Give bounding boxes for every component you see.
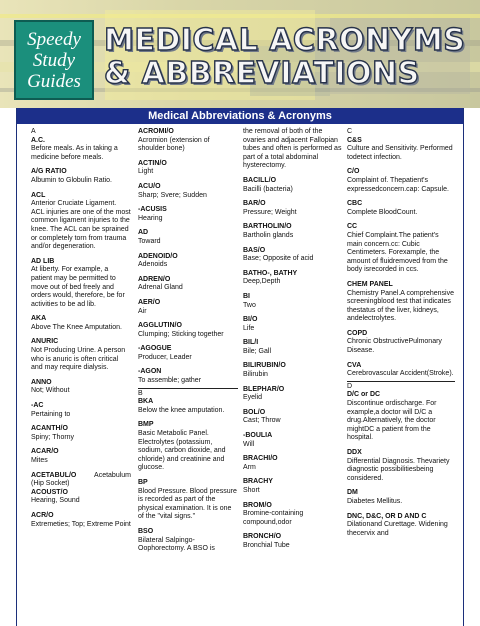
- definition: Arm: [243, 463, 256, 471]
- title-line-2: & ABBREVIATIONS: [104, 56, 420, 91]
- column-3: [243, 128, 343, 551]
- definition: Diabetes Mellitus.: [347, 497, 403, 505]
- definition: Two: [243, 301, 256, 309]
- entry: [31, 168, 131, 185]
- entry: [31, 448, 131, 465]
- abbreviation: BKA: [138, 398, 154, 406]
- abbreviation: BLEPHAR/O: [243, 385, 285, 393]
- definition: Clumping; Sticking together: [138, 330, 224, 338]
- abbreviation: BARTHOLIN/O: [243, 223, 292, 231]
- abbreviation: AD: [138, 229, 149, 237]
- definition: Blood Pressure. Blood pressure is recorded as part of the physical examination. It is one of the "vital signs.": [138, 487, 237, 521]
- definition: Light: [138, 168, 154, 176]
- entry: [347, 168, 455, 194]
- definition: Pressure; Weight: [243, 208, 297, 216]
- definition: Hearing: [138, 214, 163, 222]
- abbreviation: DM: [347, 489, 358, 497]
- abbreviation: DDX: [347, 449, 362, 456]
- header-banner: [0, 0, 480, 108]
- definition: Bilirubin: [243, 371, 268, 379]
- entry: [31, 489, 131, 506]
- entry: [31, 192, 131, 252]
- definition: Bile; Gall: [243, 347, 272, 355]
- abbreviation: ANURIC: [31, 338, 59, 346]
- definition: Bartholin glands: [243, 231, 294, 239]
- definition: Pertaining to: [31, 410, 71, 418]
- abbreviation: CHEM PANEL: [347, 280, 393, 288]
- definition: Extremeties; Top; Extreme Point: [31, 520, 131, 528]
- entry: [347, 513, 455, 539]
- page-title: [104, 24, 465, 90]
- abbreviation: CBC: [347, 200, 363, 208]
- entry: [243, 316, 343, 333]
- abbreviation: ACU/O: [138, 182, 161, 190]
- entry: [138, 253, 238, 270]
- section-letter: A: [31, 128, 36, 135]
- abbreviation: BATHO-, BATHY: [243, 269, 298, 277]
- abbreviation: ACANTH/O: [31, 425, 68, 433]
- entry: [243, 339, 343, 356]
- logo-line: Guides: [27, 70, 81, 92]
- definition: Toward: [138, 237, 161, 245]
- abbreviation: C/O: [347, 168, 360, 176]
- entry: [138, 368, 238, 385]
- definition-continued: the removal of both of the ovaries and adjacent Fallopian tubes and often is performed as part of a total abdominal hysterectomy.: [243, 128, 342, 170]
- definition: Base; Opposite of acid: [243, 255, 314, 263]
- abbreviation: AER/O: [138, 298, 161, 306]
- entry: [243, 247, 343, 264]
- entry: [138, 398, 238, 415]
- entry: [31, 425, 131, 442]
- abbreviation: A.C.: [31, 136, 45, 144]
- entry: [31, 472, 131, 489]
- content-panel: [16, 108, 464, 626]
- abbreviation: ACROMI/O: [138, 128, 174, 135]
- abbreviation: A/G RATIO: [31, 168, 67, 176]
- entry: [243, 432, 343, 449]
- definition: Culture and Sensitivity. Performed todetect infection.: [347, 145, 453, 161]
- abbreviation: CVA: [347, 361, 362, 369]
- entry: [138, 345, 238, 362]
- definition: Hearing, Sound: [31, 497, 80, 505]
- definition: Spiny; Thorny: [31, 433, 75, 441]
- abbreviation: AGGLUTIN/O: [138, 322, 182, 330]
- definition: Bacilli (bacteria): [243, 185, 293, 193]
- definition: Chief Complaint.The patient's main concern.cc: Cubic Centimeters. Forexample, the amount of fluidremoved from the body isrecorded in ccs.: [347, 231, 448, 274]
- abbreviation: AKA: [31, 315, 47, 323]
- definition: Before meals. As in taking a medicine before meals.: [31, 145, 118, 161]
- logo-line: Speedy: [27, 28, 81, 50]
- abbreviation: DNC, D&C, OR D AND C: [347, 512, 427, 520]
- panel-header: Medical Abbreviations & Acronyms: [17, 108, 463, 124]
- entry: [347, 391, 455, 443]
- definition: Mites: [31, 457, 48, 464]
- entry: [347, 200, 455, 217]
- definition: Chronic ObstructivePulmonary Disease.: [347, 338, 442, 355]
- entry: [243, 478, 343, 495]
- definition: Complete BloodCount.: [347, 208, 418, 216]
- abbreviation: ACL: [31, 191, 46, 199]
- abbreviation: AD LIB: [31, 257, 55, 265]
- definition: Differential Diagnosis. Thevariety diagnostic possibilitiesbeing considered.: [347, 457, 450, 482]
- entry: [138, 421, 238, 473]
- definition: Not Producing Urine. A person who is anuric is often critical and may require dialysis.: [31, 347, 126, 372]
- definition: Anterior Cruciate Ligament. ACL injuries are one of the most common ligament injuries to the knee. The ACL can be sprained or completely torn from trauma and/or degeneration.: [31, 200, 131, 251]
- abbreviation: BAR/O: [243, 200, 266, 208]
- definition: Chemistry Panel.A comprehensive screeningblood test that indicates thestatus of the liver, kidneys, andelectrolytes.: [347, 289, 454, 323]
- definition: Not; Without: [31, 387, 70, 395]
- entry: [31, 258, 131, 310]
- abbreviation: BI: [243, 292, 250, 300]
- abbreviation: BILIRUBIN/O: [243, 362, 286, 370]
- section-divider: [347, 381, 455, 382]
- definition: Discontinue ordischarge. For example,a doctor will D/C a drug.Alternatively, the doctor mightDC a patient from the hospital.: [347, 400, 437, 442]
- definition: Life: [243, 324, 255, 332]
- abbreviation: BAS/O: [243, 246, 266, 254]
- entry: [138, 160, 238, 177]
- speedy-study-guides-logo: [14, 20, 94, 100]
- abbreviation: D/C or DC: [347, 391, 381, 399]
- entry: [138, 128, 238, 154]
- abbreviation: BROM/O: [243, 501, 272, 509]
- entry: [347, 362, 455, 379]
- entry: [243, 362, 343, 379]
- logo-line: Study: [32, 49, 76, 71]
- definition: Adrenal Gland: [138, 284, 183, 292]
- entry: [243, 409, 343, 426]
- definition: Short: [243, 487, 260, 494]
- abbreviation: -AGOGUE: [138, 345, 172, 353]
- entry: [243, 200, 343, 217]
- definition: Acromion (extension of shoulder bone): [138, 136, 210, 153]
- abbreviation: BRACHY: [243, 478, 273, 486]
- abbreviation: BRACHI/O: [243, 455, 278, 463]
- entry: [243, 533, 343, 550]
- abbreviation: -AGON: [138, 368, 162, 376]
- entry: [243, 386, 343, 403]
- abbreviation: ACOUST/O: [31, 488, 68, 496]
- entry: [243, 293, 343, 310]
- section-letter: B: [138, 389, 143, 397]
- definition: Cast; Throw: [243, 417, 281, 425]
- entry: [138, 528, 238, 554]
- definition: Adenoids: [138, 261, 168, 269]
- abbreviation: C&S: [347, 136, 362, 144]
- abbreviation: CC: [347, 223, 358, 231]
- abbreviation: BRONCH/O: [243, 533, 282, 541]
- column-2: [138, 128, 238, 554]
- definition: Will: [243, 440, 255, 448]
- entry: [138, 299, 238, 316]
- abbreviation: BACILL/O: [243, 176, 277, 184]
- definition: Air: [138, 307, 147, 315]
- definition: Bronchial Tube: [243, 541, 290, 549]
- entry: [347, 449, 455, 483]
- entry: [243, 502, 343, 528]
- entry: [243, 223, 343, 240]
- abbreviation: -BOULIA: [243, 432, 273, 440]
- entry: [243, 177, 343, 194]
- entry: [243, 455, 343, 472]
- entry: [347, 281, 455, 324]
- abbreviation: ADENOID/O: [138, 252, 178, 260]
- abbreviation: -AC: [31, 402, 44, 410]
- column-1: [31, 128, 131, 529]
- abbreviation: ADREN/O: [138, 275, 171, 283]
- entry: [31, 137, 131, 163]
- abbreviation: BOL/O: [243, 408, 266, 416]
- section-divider: [138, 388, 238, 389]
- definition: Albumin to Globulin Ratio.: [31, 176, 112, 184]
- entry: [347, 330, 455, 356]
- definition: Above The Knee Amputation.: [31, 323, 122, 331]
- entry: [31, 379, 131, 396]
- definition: Producer, Leader: [138, 353, 192, 361]
- abbreviation: ANNO: [31, 378, 52, 386]
- definition: (Hip Socket): [31, 480, 70, 488]
- entry: [138, 229, 238, 246]
- entry: [31, 338, 131, 372]
- definition: Dilationand Curettage. Widening thecervix and: [347, 521, 448, 537]
- entry: [138, 276, 238, 293]
- abbreviation: BSO: [138, 527, 154, 535]
- abbreviation: ACAR/O: [31, 448, 59, 456]
- definition: Below the knee amputation.: [138, 406, 225, 414]
- entry: [243, 270, 343, 287]
- definition: Basic Metabolic Panel. Electrolytes (potassium, sodium, carbon dioxide, and chloride) and creatinine and glucose.: [138, 430, 226, 472]
- abbreviation: ACR/O: [31, 511, 54, 519]
- definition: Bilateral Salpingo-Oophorectomy. A BSO is: [138, 536, 215, 553]
- abbreviation: BIL/I: [243, 339, 259, 347]
- entry: [31, 315, 131, 332]
- definition: Cerebrovascular Accident(Stroke).: [347, 370, 454, 378]
- definition: At liberty. For example, a patient may be permitted to move out of bed freely and orders would, therefore, be for activities to be ad lib.: [31, 266, 125, 308]
- column-4: [347, 128, 455, 538]
- definition: Deep,Depth: [243, 278, 281, 286]
- entry: [347, 223, 455, 275]
- abbreviation: ACTIN/O: [138, 159, 167, 167]
- entry: [347, 489, 455, 506]
- definition: Bromine-containing compound,odor: [243, 510, 304, 526]
- abbreviation: ACETABUL/O: [31, 471, 77, 479]
- entry: [31, 512, 131, 529]
- abbreviation: COPD: [347, 329, 368, 337]
- section-letter: C: [347, 128, 353, 135]
- entry: [31, 402, 131, 419]
- entry: [347, 137, 455, 163]
- abbreviation: BP: [138, 479, 148, 486]
- abbreviation: BMP: [138, 421, 154, 429]
- entry: [138, 322, 238, 339]
- entry: [138, 183, 238, 200]
- entry: [138, 206, 238, 223]
- abbreviation: BI/O: [243, 316, 258, 324]
- definition: Complaint of. Thepatient's expressedconcern.cap: Capsule.: [347, 176, 449, 193]
- definition: To assemble; gather: [138, 377, 202, 385]
- definition: Sharp; Svere; Sudden: [138, 191, 207, 199]
- abbreviation: -ACUSIS: [138, 206, 167, 214]
- definition: Eyelid: [243, 394, 263, 402]
- section-letter: D: [347, 382, 353, 390]
- entry: [138, 479, 238, 522]
- title-line-1: MEDICAL ACRONYMS: [104, 23, 466, 58]
- definition: Acetabulum: [94, 471, 131, 479]
